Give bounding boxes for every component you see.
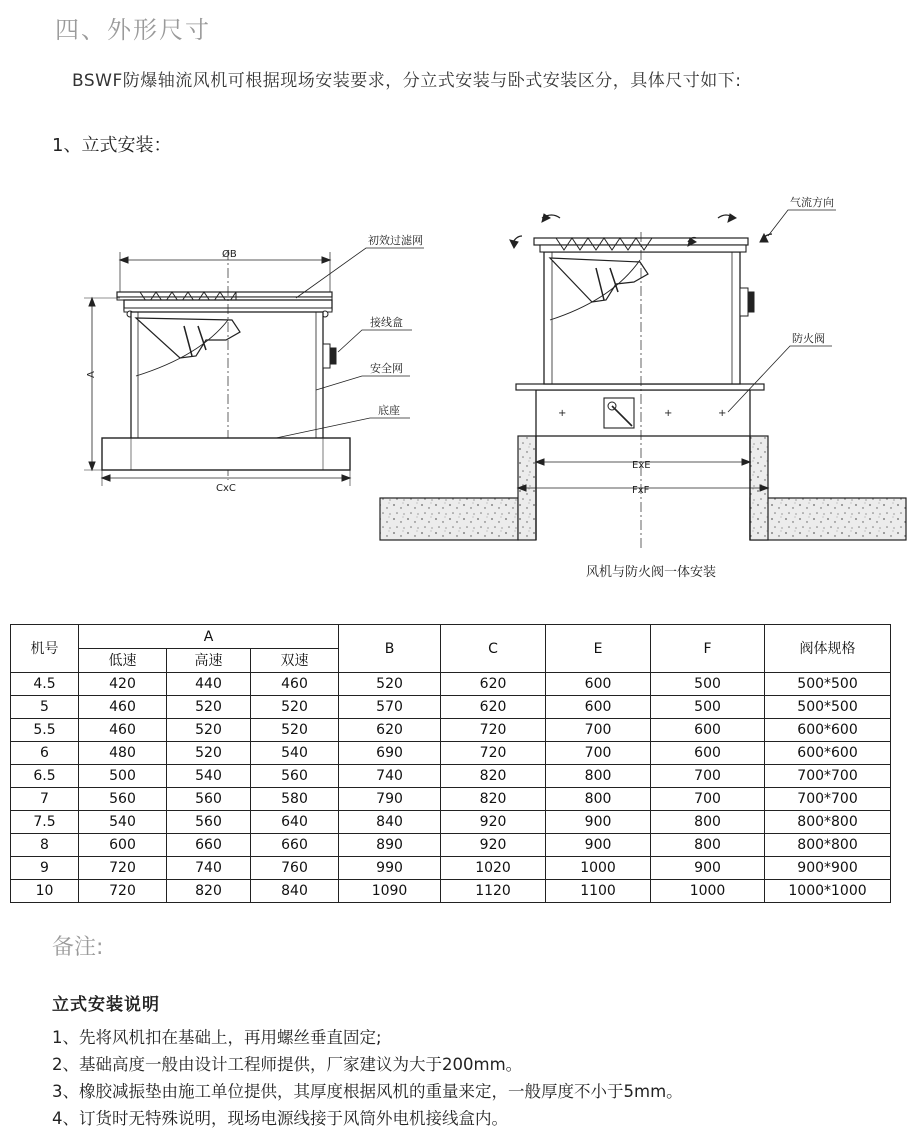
intro-text: BSWF防爆轴流风机可根据现场安装要求，分立式安装与卧式安装区分，具体尺寸如下: (72, 71, 742, 91)
table-cell: 1000 (546, 857, 651, 880)
callout-junction-box: 接线盒 (370, 316, 403, 329)
header-e: E (546, 625, 651, 673)
table-cell: 720 (441, 719, 546, 742)
table-cell: 720 (441, 742, 546, 765)
dimension-table (10, 624, 891, 903)
table-cell: 5 (11, 696, 79, 719)
table-cell: 900*900 (765, 857, 891, 880)
table-cell: 1100 (546, 880, 651, 903)
table-cell: 520 (167, 696, 251, 719)
table-cell: 540 (251, 742, 339, 765)
header-a-high-speed: 高速 (167, 649, 251, 673)
table-cell: 7 (11, 788, 79, 811)
table-cell: 6 (11, 742, 79, 765)
table-cell: 600 (546, 696, 651, 719)
label-diameter-b: ØB (222, 249, 237, 260)
table-cell: 10 (11, 880, 79, 903)
table-cell: 500 (651, 673, 765, 696)
svg-text:+: + (664, 408, 673, 419)
callout-filter: 初效过滤网 (368, 234, 423, 247)
table-cell: 890 (339, 834, 441, 857)
table-cell: 600 (79, 834, 167, 857)
table-row (11, 834, 891, 857)
table-cell: 920 (441, 811, 546, 834)
table-cell: 800*800 (765, 811, 891, 834)
table-cell: 840 (251, 880, 339, 903)
table-cell: 5.5 (11, 719, 79, 742)
table-cell: 690 (339, 742, 441, 765)
table-cell: 1020 (441, 857, 546, 880)
table-row (11, 742, 891, 765)
table-cell: 7.5 (11, 811, 79, 834)
note-item-2: 2、基础高度一般由设计工程师提供，厂家建议为大于200mm。 (52, 1055, 523, 1074)
installation-drawing (0, 180, 910, 600)
label-fxf: FxF (632, 485, 650, 496)
table-row (11, 811, 891, 834)
table-cell: 800 (546, 788, 651, 811)
table-cell: 520 (251, 696, 339, 719)
table-cell: 620 (441, 673, 546, 696)
table-cell: 840 (339, 811, 441, 834)
header-f: F (651, 625, 765, 673)
table-row (11, 857, 891, 880)
table-row (11, 673, 891, 696)
table-cell: 1090 (339, 880, 441, 903)
table-cell: 1000*1000 (765, 880, 891, 903)
notes-title: 备注: (52, 935, 104, 960)
note-item-1: 1、先将风机扣在基础上，再用螺丝垂直固定; (52, 1028, 382, 1047)
table-cell: 460 (251, 673, 339, 696)
drawing-caption: 风机与防火阀一体安装 (586, 565, 717, 580)
table-cell: 700 (546, 742, 651, 765)
callout-base: 底座 (378, 404, 400, 417)
table-row (11, 788, 891, 811)
table-cell: 520 (167, 719, 251, 742)
table-row (11, 880, 891, 903)
table-cell: 500 (79, 765, 167, 788)
table-cell: 460 (79, 696, 167, 719)
callout-safety-net: 安全网 (370, 362, 403, 375)
header-a: A (79, 625, 339, 649)
svg-text:+: + (558, 408, 567, 419)
table-cell: 720 (79, 880, 167, 903)
table-cell: 540 (167, 765, 251, 788)
table-cell: 740 (339, 765, 441, 788)
table-cell: 520 (167, 742, 251, 765)
table-cell: 600 (546, 673, 651, 696)
table-cell: 990 (339, 857, 441, 880)
table-cell: 740 (167, 857, 251, 880)
table-cell: 460 (79, 719, 167, 742)
table-cell: 640 (251, 811, 339, 834)
table-cell: 620 (339, 719, 441, 742)
table-cell: 700 (546, 719, 651, 742)
table-cell: 520 (339, 673, 441, 696)
table-cell: 800 (546, 765, 651, 788)
table-cell: 700 (651, 765, 765, 788)
table-cell: 9 (11, 857, 79, 880)
table-cell: 4.5 (11, 673, 79, 696)
table-cell: 500 (651, 696, 765, 719)
table-cell: 1120 (441, 880, 546, 903)
table-cell: 700*700 (765, 788, 891, 811)
table-cell: 720 (79, 857, 167, 880)
note-item-3: 3、橡胶减振垫由施工单位提供，其厚度根据风机的重量来定，一般厚度不小于5mm。 (52, 1082, 683, 1101)
table-cell: 600 (651, 719, 765, 742)
table-cell: 560 (251, 765, 339, 788)
table-cell: 920 (441, 834, 546, 857)
table-cell: 600*600 (765, 719, 891, 742)
table-cell: 820 (441, 765, 546, 788)
header-b: B (339, 625, 441, 673)
table-row (11, 765, 891, 788)
table-cell: 800 (651, 834, 765, 857)
table-cell: 660 (167, 834, 251, 857)
header-valve-size: 阀体规格 (765, 625, 891, 673)
table-cell: 560 (167, 811, 251, 834)
table-cell: 620 (441, 696, 546, 719)
table-cell: 500*500 (765, 673, 891, 696)
table-row (11, 719, 891, 742)
header-c: C (441, 625, 546, 673)
table-cell: 700 (651, 788, 765, 811)
callout-airflow: 气流方向 (790, 196, 834, 209)
table-cell: 700*700 (765, 765, 891, 788)
table-cell: 660 (251, 834, 339, 857)
notes-subtitle: 立式安装说明 (52, 995, 160, 1015)
table-cell: 600*600 (765, 742, 891, 765)
table-cell: 560 (167, 788, 251, 811)
svg-text:+: + (718, 408, 727, 419)
label-exe: ExE (632, 460, 651, 471)
table-cell: 790 (339, 788, 441, 811)
table-cell: 540 (79, 811, 167, 834)
fan-fire-damper-drawing (380, 210, 906, 550)
label-height-a: A (86, 371, 97, 378)
table-cell: 570 (339, 696, 441, 719)
table-cell: 1000 (651, 880, 765, 903)
table-cell: 600 (651, 742, 765, 765)
table-cell: 820 (167, 880, 251, 903)
section-title: 四、外形尺寸 (55, 16, 211, 44)
table-cell: 580 (251, 788, 339, 811)
callout-fire-damper: 防火阀 (792, 332, 825, 345)
table-cell: 900 (651, 857, 765, 880)
table-cell: 900 (546, 834, 651, 857)
table-cell: 800 (651, 811, 765, 834)
table-cell: 820 (441, 788, 546, 811)
table-cell: 760 (251, 857, 339, 880)
table-cell: 440 (167, 673, 251, 696)
note-item-4: 4、订货时无特殊说明，现场电源线接于风筒外电机接线盒内。 (52, 1109, 508, 1128)
table-row (11, 696, 891, 719)
table-cell: 900 (546, 811, 651, 834)
label-base-cxc: CxC (216, 483, 236, 494)
table-cell: 520 (251, 719, 339, 742)
table-cell: 560 (79, 788, 167, 811)
table-cell: 8 (11, 834, 79, 857)
table-cell: 800*800 (765, 834, 891, 857)
table-cell: 6.5 (11, 765, 79, 788)
table-cell: 500*500 (765, 696, 891, 719)
header-a-dual-speed: 双速 (251, 649, 339, 673)
header-model: 机号 (11, 625, 79, 673)
subsection-title: 1、立式安装： (52, 135, 172, 156)
header-a-low-speed: 低速 (79, 649, 167, 673)
table-cell: 480 (79, 742, 167, 765)
table-cell: 420 (79, 673, 167, 696)
